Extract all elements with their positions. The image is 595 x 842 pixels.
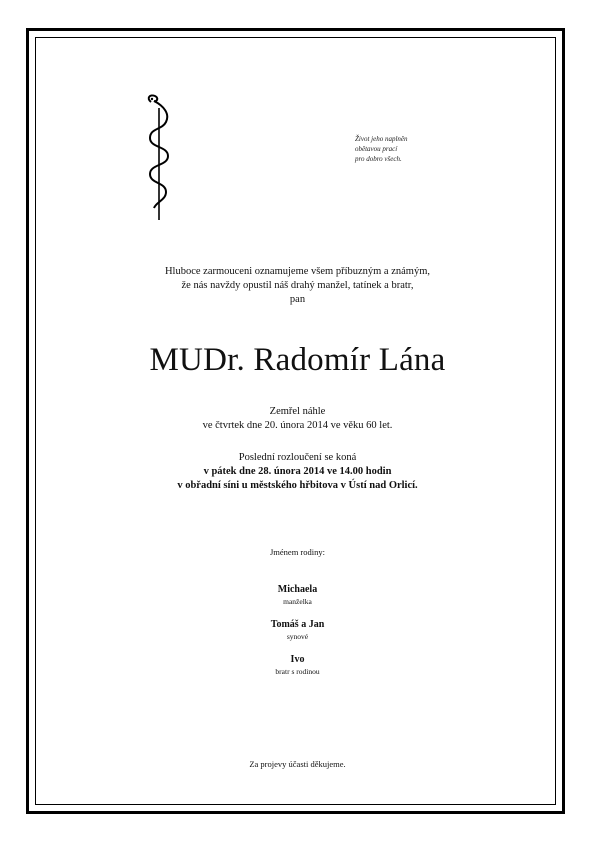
family-member-name: Ivo — [290, 654, 305, 665]
intro-line: že nás navždy opustil náš drahý manžel, tatínek a bratr, — [181, 280, 414, 291]
family-member-role: manželka — [283, 597, 312, 606]
family-member-name: Michaela — [277, 584, 318, 595]
intro-line: Hluboce zarmouceni oznamujeme všem příbuzným a známým, — [164, 266, 431, 277]
announcement-intro — [0, 265, 595, 307]
death-line: ve čtvrtek dne 20. února 2014 ve věku 60 let. — [202, 420, 393, 431]
family-member-role: synové — [286, 632, 309, 641]
funeral-info — [0, 451, 595, 493]
family-member-role: bratr s rodinou — [275, 667, 320, 676]
death-info — [0, 405, 595, 433]
motto — [355, 134, 475, 164]
funeral-intro: Poslední rozloučení se koná — [238, 452, 357, 463]
family-member — [0, 584, 595, 607]
death-line: Zemřel náhle — [269, 406, 326, 417]
rod-of-asclepius-icon — [140, 94, 180, 222]
family-heading: Jménem rodiny: — [269, 547, 325, 557]
family-member — [0, 654, 595, 677]
funeral-place: v obřadní síni u městského hřbitova v Ústí nad Orlicí. — [177, 480, 418, 491]
thanks-note: Za projevy účasti děkujeme. — [249, 759, 346, 769]
intro-line: pan — [289, 294, 306, 305]
family-member — [0, 619, 595, 642]
funeral-date: v pátek dne 28. února 2014 ve 14.00 hodin — [203, 466, 392, 477]
motto-line: obětavou prací — [355, 145, 398, 153]
family-member-name: Tomáš a Jan — [270, 619, 325, 630]
motto-line: pro dobro všech. — [355, 155, 402, 163]
deceased-name: MUDr. Radomír Lána — [149, 342, 446, 378]
motto-line: Život jeho naplněn — [355, 135, 408, 143]
